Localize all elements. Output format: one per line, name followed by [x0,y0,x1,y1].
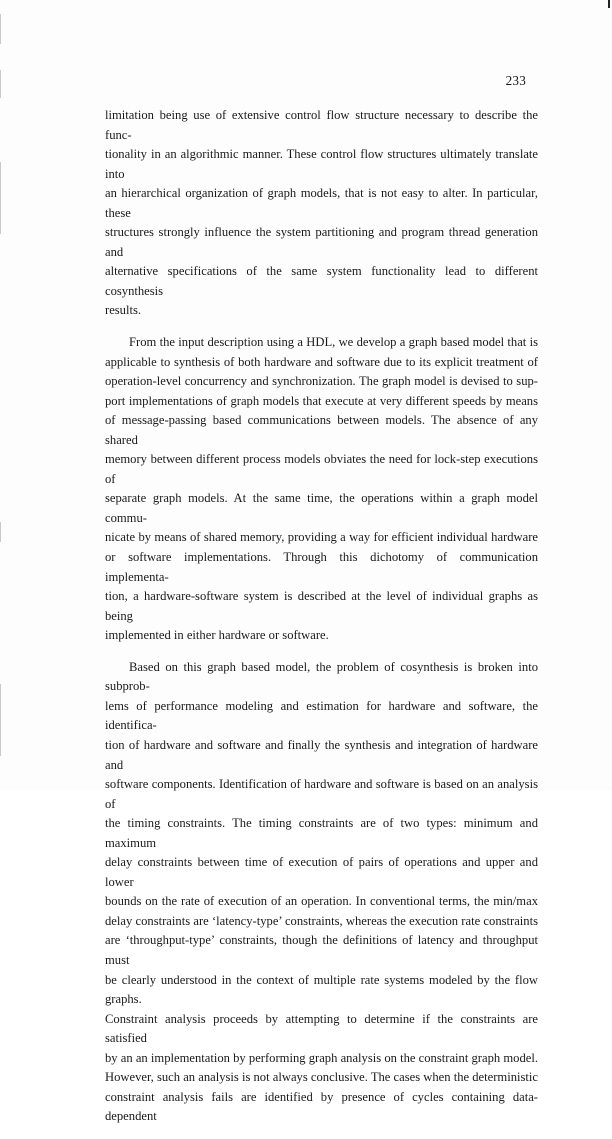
text-line: separate graph models. At the same time, the operations within a graph model commu- [105,491,538,525]
paragraph [105,333,538,646]
text-line: port implementations of graph models that execute at very different speeds by means [105,393,538,408]
text-line: tionality in an algorithmic manner. These control flow structures ultimately translate into [105,147,538,181]
text-line: are ‘throughput-type’ constraints, though the definitions of latency and throughput must [105,933,538,967]
text-line: memory between different process models obviates the need for lock-step executions of [105,452,538,486]
text-line: delay constraints are ‘latency-type’ constraints, whereas the execution rate constraints [105,913,538,928]
text-line: structures strongly influence the system partitioning and program thread generation and [105,225,538,259]
text-line: However, such an analysis is not always conclusive. The cases when the deterministic [105,1070,538,1085]
body-text [105,106,538,1139]
text-line: tion of hardware and software and finally the synthesis and integration of hardware and [105,737,538,772]
paragraph [105,658,538,1127]
text-line: limitation being use of extensive control flow structure necessary to describe the func- [105,108,538,142]
text-line: lems of performance modeling and estimation for hardware and software, the identifica- [105,698,538,733]
text-line: applicable to synthesis of both hardware and software due to its explicit treatment of [105,354,538,369]
text-line: implemented in either hardware or software. [105,628,329,643]
paragraph [105,106,538,321]
text-line: the timing constraints. The timing constraints are of two types: minimum and maximum [105,816,538,850]
text-line: Based on this graph based model, the problem of cosynthesis is broken into subprob- [105,659,538,694]
text-line: Constraint analysis proceeds by attempting to determine if the constraints are satisfied [105,1011,538,1046]
text-line: be clearly understood in the context of multiple rate systems modeled by the flow graphs. [105,972,538,1007]
text-line: bounds on the rate of execution of an operation. In conventional terms, the min/max [105,894,538,909]
scan-edge-mark [608,0,610,8]
text-line: constraint analysis fails are identified by presence of cycles containing data-dependent [105,1089,538,1124]
text-line: delay constraints between time of execution of pairs of operations and upper and lower [105,855,538,889]
text-line: operation-level concurrency and synchronization. The graph model is devised to sup- [105,374,538,389]
text-line: results. [105,303,142,318]
scan-edge-artifact [0,684,1,756]
text-line: nicate by means of shared memory, providing a way for efficient individual hardware [105,530,538,545]
text-line: an hierarchical organization of graph models, that is not easy to alter. In particular, these [105,186,538,220]
text-line: of message-passing based communications between models. The absence of any shared [105,413,538,447]
text-line: software components. Identification of hardware and software is based on an analysis of [105,777,538,811]
text-line: tion, a hardware-software system is described at the level of individual graphs as being [105,589,538,623]
text-line: alternative specifications of the same system functionality lead to different cosynthesis [105,264,538,298]
text-line: by an an implementation by performing graph analysis on the constraint graph model. [105,1050,538,1065]
page-number: 233 [505,73,526,88]
scan-edge-artifact [0,70,1,98]
scan-edge-artifact [0,162,1,234]
text-line: or software implementations. Through this dichotomy of communication implementa- [105,550,538,584]
scan-edge-artifact [0,522,1,542]
text-line: From the input description using a HDL, we develop a graph based model that is [129,335,538,350]
scan-edge-artifact [0,14,1,44]
